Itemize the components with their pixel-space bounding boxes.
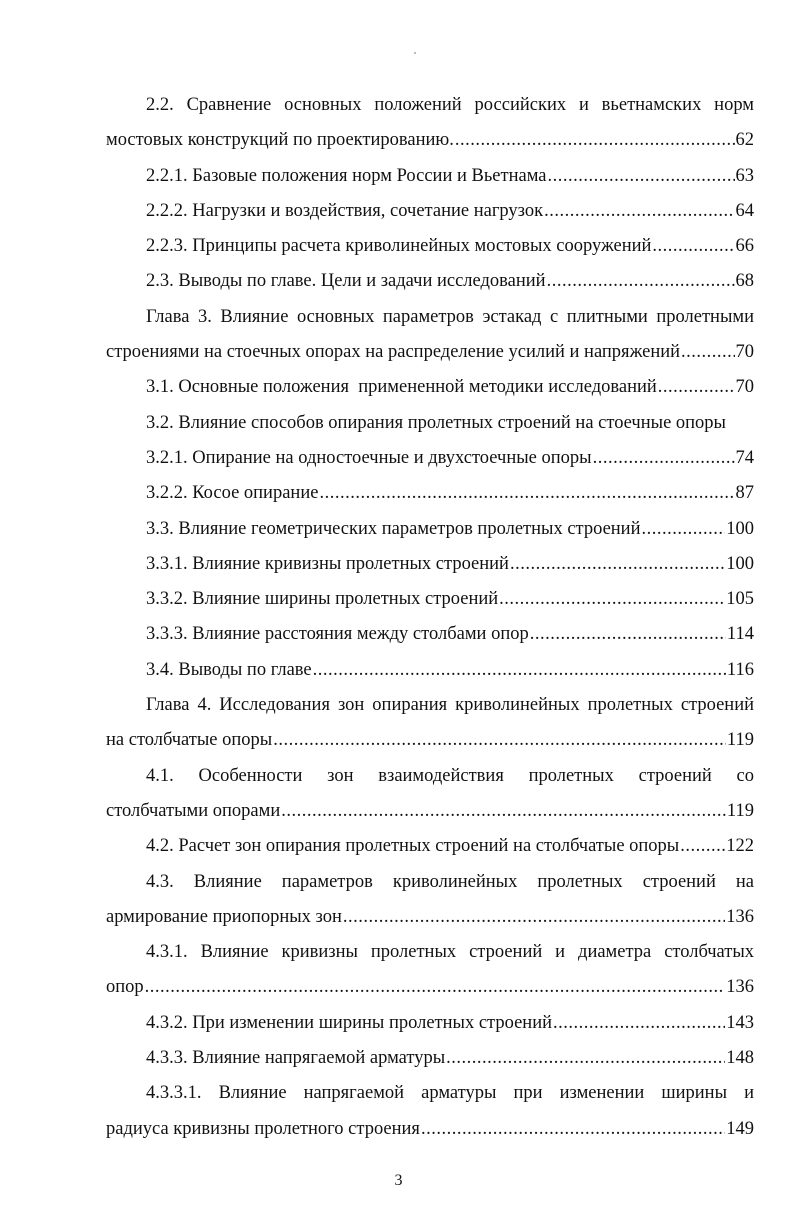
dot-leader [530, 617, 726, 652]
toc-entry-2-2-1 [106, 159, 754, 194]
toc-entry-4-3-3-1 [106, 1076, 754, 1147]
toc-entry-text: 3.2.1. Опирание на одностоечные и двухстоечные опоры [146, 447, 592, 468]
toc-entry-3-1 [106, 370, 754, 405]
toc-entry-4-3-2 [106, 1006, 754, 1041]
dot-leader [681, 335, 734, 370]
toc-page-number: 68 [735, 271, 754, 292]
toc-entry-4-3 [106, 865, 754, 936]
dot-leader [145, 970, 726, 1005]
toc-page-number: 143 [726, 1012, 754, 1033]
toc-entry-text: столбчатыми опорами [106, 800, 281, 821]
toc-entry-4-1 [106, 759, 754, 830]
toc-page-number: 62 [735, 130, 754, 151]
dot-leader [658, 370, 735, 405]
toc-entry-line: 2.2. Сравнение основных положений российских и вьетнамских норм [146, 95, 754, 115]
toc-page-number: 116 [726, 659, 754, 680]
toc-entry-3-3-2 [106, 582, 754, 617]
toc-entry-text: 4.3.3. Влияние напрягаемой арматуры [146, 1048, 446, 1069]
toc-entry-text: 3.2. Влияние способов опирания пролетных строений на стоечные опоры [146, 412, 726, 433]
toc-page-number: 74 [735, 447, 754, 468]
toc-entry-text: 2.3. Выводы по главе. Цели и задачи исследований [146, 271, 546, 292]
toc-page-number: 119 [726, 800, 754, 821]
toc-page-number: 70 [735, 342, 754, 363]
toc-entry-text: 3.3.1. Влияние кривизны пролетных строений [146, 553, 509, 574]
toc-entry-chapter-3 [106, 300, 754, 371]
toc-entry-3-3-3 [106, 617, 754, 652]
dot-leader [680, 829, 725, 864]
dot-leader [642, 512, 726, 547]
toc-entry-3-3 [106, 512, 754, 547]
toc-entry-4-2 [106, 829, 754, 864]
toc-page-number: 148 [726, 1048, 754, 1069]
toc-entry-3-3-1 [106, 547, 754, 582]
toc-entry-3-2-2 [106, 476, 754, 511]
dot-leader [548, 159, 735, 194]
dot-leader [455, 123, 735, 158]
toc-entry-text: 3.3.3. Влияние расстояния между столбами опор [146, 624, 529, 645]
dot-leader [510, 547, 725, 582]
toc-page-number: 66 [735, 236, 754, 257]
toc-entry-line: 4.3. Влияние параметров криволинейных пролетных строений на [146, 871, 754, 892]
toc-entry-line: Глава 4. Исследования зон опирания криволинейных пролетных строений [146, 695, 754, 716]
dot-leader [343, 900, 725, 935]
toc-entry-line: 4.3.3.1. Влияние напрягаемой арматуры при изменении ширины и [146, 1083, 754, 1104]
dot-leader [499, 582, 725, 617]
toc-entry-2-2-3 [106, 229, 754, 264]
toc-entry-text: 3.3.2. Влияние ширины пролетных строений [146, 589, 499, 610]
toc-entry-3-2-1 [106, 441, 754, 476]
toc-page-number: 114 [726, 624, 754, 645]
toc-entry-2-3 [106, 264, 754, 299]
toc-entry-text: 4.2. Расчет зон опирания пролетных строений на столбчатые опоры [146, 836, 680, 857]
toc-entry-text: 3.4. Выводы по главе [146, 659, 312, 680]
toc-entry-chapter-4 [106, 688, 754, 759]
dot-leader [652, 229, 734, 264]
toc-entry-line: 4.1. Особенности зон взаимодействия пролетных строений со [146, 765, 754, 786]
dot-leader [553, 1006, 725, 1041]
table-of-contents [106, 88, 754, 1147]
page-number: 3 [394, 1172, 403, 1189]
toc-page-number: 100 [726, 553, 754, 574]
toc-entry-text: 3.1. Основные положения примененной методики исследований [146, 377, 657, 398]
toc-page-number: 119 [726, 730, 754, 751]
toc-page-number: 105 [726, 589, 754, 610]
toc-entry-text: армирование приопорных зон [106, 906, 342, 927]
toc-entry-text: 4.3.2. При изменении ширины пролетных строений [146, 1012, 552, 1033]
toc-page-number: 87 [735, 483, 754, 504]
toc-entry-4-3-1 [106, 935, 754, 1006]
toc-entry-text: 3.2.2. Косое опирание [146, 483, 319, 504]
toc-entry-text: 2.2.1. Базовые положения норм России и Вьетнама [146, 165, 547, 186]
dot-leader [421, 1112, 725, 1147]
toc-entry-2-2-2 [106, 194, 754, 229]
toc-entry-text: 3.3. Влияние геометрических параметров пролетных строений [146, 518, 641, 539]
toc-page-number: 70 [735, 377, 754, 398]
toc-entry-4-3-3 [106, 1041, 754, 1076]
toc-page-number: 64 [735, 200, 754, 221]
toc-entry-text: опор [106, 977, 144, 998]
toc-entry-line: Глава 3. Влияние основных параметров эстакад с плитными пролетными [146, 306, 754, 327]
toc-entry-text: радиуса кривизны пролетного строения [106, 1118, 420, 1139]
dot-leader [273, 723, 726, 758]
toc-entry-text: мостовых конструкций по проектированию. [106, 130, 454, 151]
toc-page-number: 63 [735, 165, 754, 186]
toc-page-number: 122 [726, 836, 754, 857]
dot-leader [547, 264, 735, 299]
toc-page-number: 136 [726, 906, 754, 927]
toc-entry-text: 2.2.3. Принципы расчета криволинейных мостовых сооружений [146, 236, 652, 257]
toc-entry-text: строениями на стоечных опорах на распределение усилий и напряжений [106, 342, 681, 363]
toc-entry-text: на столбчатые опоры [106, 730, 273, 751]
toc-page-number: 136 [726, 977, 754, 998]
toc-entry-3-2 [106, 406, 754, 441]
toc-page-number: 100 [726, 518, 754, 539]
toc-entry-text: 2.2.2. Нагрузки и воздействия, сочетание нагрузок [146, 200, 544, 221]
dot-leader [319, 476, 734, 511]
toc-page-number: 149 [726, 1118, 754, 1139]
dot-leader [281, 794, 726, 829]
dot-leader [544, 194, 734, 229]
toc-entry-3-4 [106, 653, 754, 688]
dot-leader [593, 441, 735, 476]
toc-entry-2-2 [106, 88, 754, 159]
dot-leader [446, 1041, 725, 1076]
dot-leader [313, 653, 726, 688]
toc-entry-line: 4.3.1. Влияние кривизны пролетных строений и диаметра столбчатых [146, 942, 754, 963]
scan-speck [414, 52, 416, 54]
